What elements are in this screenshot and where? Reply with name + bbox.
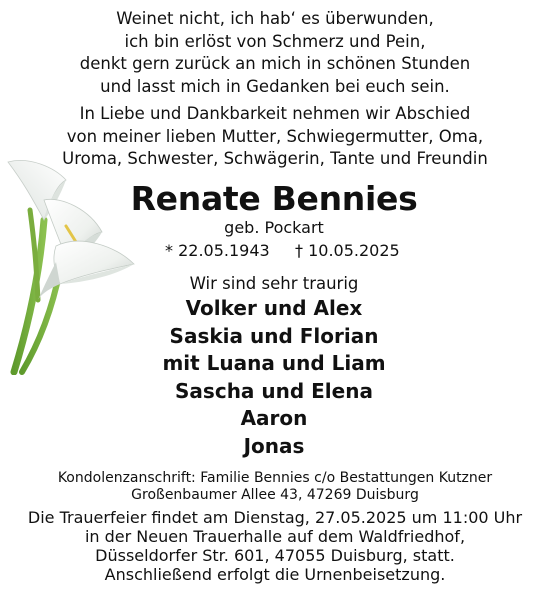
mourner-name: Sascha und Elena <box>175 378 373 403</box>
intro-line: In Liebe und Dankbarkeit nehmen wir Abschied <box>79 104 471 123</box>
mourners-list <box>104 295 444 460</box>
poem-line: und lasst mich in Gedanken bei euch sein. <box>100 76 450 96</box>
intro-line: von meiner lieben Mutter, Schwiegermutter, Oma, <box>66 126 484 146</box>
intro-line: Uroma, Schwester, Schwägerin, Tante und Freundin <box>62 149 488 168</box>
mourner-name: Aaron <box>240 406 308 430</box>
funeral-service-info <box>0 508 550 584</box>
poem <box>0 8 550 98</box>
condolence-address <box>0 470 550 504</box>
service-line: in der Neuen Trauerhalle auf dem Waldfriedhof, <box>84 527 466 546</box>
service-line: Die Trauerfeier findet am Dienstag, 27.05.2025 um 11:00 Uhr <box>27 508 523 527</box>
contact-line: Kondolenzanschrift: Familie Bennies c/o Bestattungen Kutzner <box>57 470 493 486</box>
poem-line: denkt gern zurück an mich in schönen Stunden <box>79 54 471 73</box>
service-line: Anschließend erfolgt die Urnenbeisetzung. <box>104 565 446 584</box>
mourners-intro: Wir sind sehr traurig <box>189 274 359 293</box>
death-date: † 10.05.2025 <box>295 241 400 260</box>
mourner-name: Saskia und Florian <box>169 323 379 348</box>
poem-line: Weinet nicht, ich hab‘ es überwunden, <box>116 9 434 28</box>
mourner-name: Jonas <box>243 433 305 458</box>
mourner-name: Volker und Alex <box>185 296 363 320</box>
contact-line: Großenbaumer Allee 43, 47269 Duisburg <box>131 487 419 503</box>
maiden-name: geb. Pockart <box>224 218 324 237</box>
service-line: Düsseldorfer Str. 601, 47055 Duisburg, statt. <box>95 546 455 565</box>
poem-line: ich bin erlöst von Schmerz und Pein, <box>124 31 426 51</box>
deceased-name: Renate Bennies <box>130 179 418 218</box>
birth-date: * 22.05.1943 <box>165 241 270 260</box>
mourner-name: mit Luana und Liam <box>162 351 386 375</box>
